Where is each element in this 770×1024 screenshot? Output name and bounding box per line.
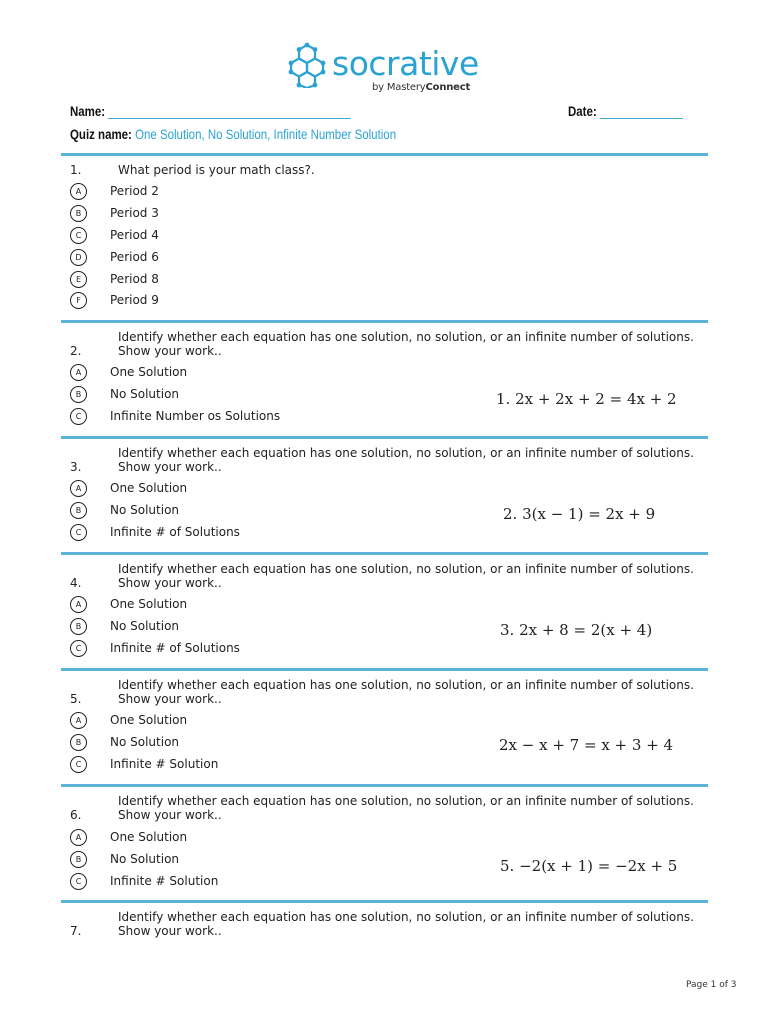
date-label: Date:	[568, 103, 597, 119]
option-bubble[interactable]: A	[70, 183, 87, 200]
question-subtext: Show your work..	[118, 576, 222, 590]
option-text: Period 6	[110, 250, 159, 264]
question-number: 4.	[70, 576, 82, 590]
option-text: Infinite # of Solutions	[110, 641, 240, 655]
question-subtext: Show your work..	[118, 460, 222, 474]
option-text: No Solution	[110, 387, 180, 401]
option-text: One Solution	[110, 713, 188, 727]
option-text: No Solution	[110, 852, 180, 866]
option-text: No Solution	[110, 619, 180, 633]
option-text: Period 4	[110, 228, 159, 242]
question-subtext: Show your work..	[118, 924, 222, 938]
question-subtext: Show your work..	[118, 692, 222, 706]
question-number: 7.	[70, 924, 82, 938]
equation-image: 5. −2(x + 1) = −2x + 5	[500, 857, 678, 875]
option-bubble[interactable]: A	[70, 596, 87, 613]
question-divider	[61, 153, 708, 156]
option-text: Infinite # Solution	[110, 874, 219, 888]
equation-image: 3. 2x + 8 = 2(x + 4)	[500, 621, 653, 639]
question-text: Identify whether each equation has one solution, no solution, or an infinite number of solutions.	[118, 330, 694, 344]
option-bubble[interactable]: D	[70, 249, 87, 266]
logo-by-bold: Connect	[425, 82, 471, 93]
date-blank: _____________	[599, 103, 683, 119]
option-bubble[interactable]: C	[70, 227, 87, 244]
option-bubble[interactable]: C	[70, 873, 87, 890]
question-text: What period is your math class?.	[118, 163, 315, 177]
question-divider	[61, 436, 708, 439]
option-text: One Solution	[110, 481, 188, 495]
option-bubble[interactable]: B	[70, 386, 87, 403]
question-divider	[61, 900, 708, 903]
logo-by-text: by Mastery	[372, 82, 426, 93]
option-text: One Solution	[110, 365, 188, 379]
name-label: Name:	[70, 103, 106, 119]
question-text: Identify whether each equation has one solution, no solution, or an infinite number of solutions.	[118, 562, 694, 576]
question-subtext: Show your work..	[118, 808, 222, 822]
option-bubble[interactable]: A	[70, 364, 87, 381]
option-bubble[interactable]: B	[70, 851, 87, 868]
option-bubble[interactable]: C	[70, 408, 87, 425]
equation-image: 1. 2x + 2x + 2 = 4x + 2	[496, 390, 677, 408]
question-text: Identify whether each equation has one solution, no solution, or an infinite number of solutions.	[118, 678, 694, 692]
question-text: Identify whether each equation has one solution, no solution, or an infinite number of solutions.	[118, 910, 694, 924]
option-bubble[interactable]: B	[70, 205, 87, 222]
question-subtext: Show your work..	[118, 344, 222, 358]
equation-image: 2x − x + 7 = x + 3 + 4	[499, 736, 674, 754]
question-divider	[61, 320, 708, 323]
option-bubble[interactable]: A	[70, 712, 87, 729]
question-number: 1.	[70, 163, 82, 177]
logo-wordmark: socrative	[332, 44, 479, 83]
name-blank: ______________________________________	[108, 103, 351, 119]
option-bubble[interactable]: C	[70, 524, 87, 541]
question-number: 2.	[70, 344, 82, 358]
option-text: Infinite # Solution	[110, 757, 219, 771]
quiz-name-line	[70, 126, 396, 142]
option-text: No Solution	[110, 735, 180, 749]
option-bubble[interactable]: C	[70, 640, 87, 657]
question-divider	[61, 668, 708, 671]
question-divider	[61, 784, 708, 787]
option-text: One Solution	[110, 830, 188, 844]
option-bubble[interactable]: A	[70, 480, 87, 497]
question-number: 6.	[70, 808, 82, 822]
socrative-logo	[286, 40, 486, 100]
question-number: 3.	[70, 460, 82, 474]
logo-byline	[372, 82, 470, 93]
option-bubble[interactable]: E	[70, 271, 87, 288]
option-text: Period 2	[110, 184, 159, 198]
quiz-label: Quiz name:	[70, 126, 132, 142]
option-bubble[interactable]: C	[70, 756, 87, 773]
equation-image: 2. 3(x − 1) = 2x + 9	[503, 505, 656, 523]
option-text: Period 9	[110, 293, 159, 307]
option-text: No Solution	[110, 503, 180, 517]
option-bubble[interactable]: B	[70, 618, 87, 635]
option-bubble[interactable]: B	[70, 734, 87, 751]
option-bubble[interactable]: A	[70, 829, 87, 846]
option-bubble[interactable]: B	[70, 502, 87, 519]
quiz-name: One Solution, No Solution, Infinite Number Solution	[135, 126, 397, 142]
question-text: Identify whether each equation has one solution, no solution, or an infinite number of solutions.	[118, 794, 694, 808]
question-divider	[61, 552, 708, 555]
page-number: Page 1 of 3	[686, 980, 737, 990]
date-line	[568, 103, 683, 119]
option-text: Infinite # of Solutions	[110, 525, 240, 539]
question-number: 5.	[70, 692, 82, 706]
option-text: One Solution	[110, 597, 188, 611]
option-text: Period 3	[110, 206, 159, 220]
name-line	[70, 103, 351, 119]
hexagon-molecule-icon	[286, 42, 328, 88]
option-text: Period 8	[110, 272, 159, 286]
option-text: Infinite Number os Solutions	[110, 409, 281, 423]
question-text: Identify whether each equation has one solution, no solution, or an infinite number of solutions.	[118, 446, 694, 460]
option-bubble[interactable]: F	[70, 292, 87, 309]
